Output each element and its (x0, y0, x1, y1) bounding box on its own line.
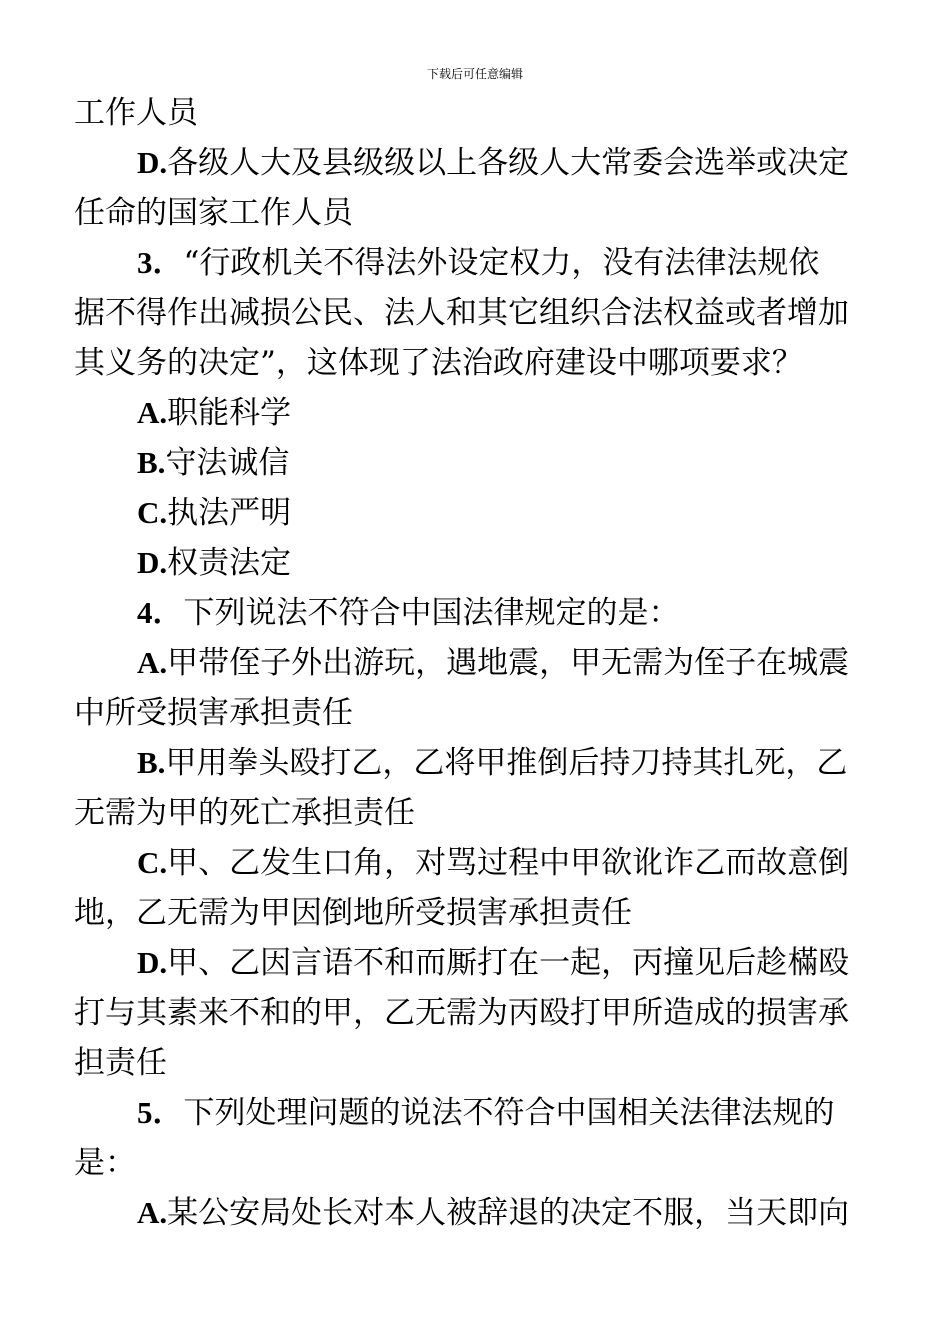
option-label: A. (137, 645, 168, 680)
question-number: 4． (137, 595, 184, 630)
line-text: 其义务的决定”，这体现了法治政府建设中哪项要求？ (74, 345, 803, 381)
line-text: 职能科学 (167, 395, 292, 431)
option-label: D. (137, 945, 168, 980)
line-text: 下列处理问题的说法不符合中国相关法律法规的 (183, 1095, 835, 1131)
option-line (74, 438, 878, 488)
option-line (74, 538, 878, 588)
line-text: 某公安局处长对本人被辞退的决定不服，当天即向 (167, 1195, 850, 1231)
text-line (74, 788, 878, 838)
question-line (74, 1088, 878, 1138)
text-line (74, 988, 878, 1038)
page-header: 下载后可任意编辑 (426, 67, 523, 81)
question-line (74, 588, 878, 638)
question-number: 5． (137, 1095, 184, 1130)
line-text: 守法诚信 (165, 445, 290, 481)
text-line (74, 1038, 878, 1088)
text-line (74, 1138, 878, 1188)
line-text: 是： (74, 1145, 136, 1181)
option-label: C. (137, 495, 168, 530)
line-text: 工作人员 (74, 95, 198, 131)
question-line (74, 238, 878, 288)
option-line (74, 938, 878, 988)
text-line (74, 88, 878, 138)
option-label: C. (137, 845, 168, 880)
option-label: D. (137, 545, 168, 580)
option-line (74, 638, 878, 688)
line-text: 甲用拳头殴打乙，乙将甲推倒后持刀持其扎死，乙 (165, 745, 848, 781)
line-text: 下列说法不符合中国法律规定的是： (183, 595, 680, 631)
text-line (74, 338, 878, 388)
document-body (74, 88, 878, 1238)
text-line (74, 688, 878, 738)
option-label: B. (137, 745, 166, 780)
text-line (74, 288, 878, 338)
line-text: 权责法定 (167, 545, 292, 581)
line-text: 执法严明 (167, 495, 292, 531)
option-line (74, 1188, 878, 1238)
line-text: 据不得作出减损公民、法人和其它组织合法权益或者增加 (74, 295, 849, 331)
option-line (74, 838, 878, 888)
line-text: 地，乙无需为甲因倒地所受损害承担责任 (74, 895, 632, 931)
option-line (74, 738, 878, 788)
option-label: A. (137, 1195, 168, 1230)
line-text: 中所受损害承担责任 (74, 695, 353, 731)
option-line (74, 488, 878, 538)
item-label: D. (137, 145, 168, 180)
line-text: 任命的国家工作人员 (74, 195, 353, 231)
text-line (74, 188, 878, 238)
text-line (74, 888, 878, 938)
line-text: 甲带侄子外出游玩，遇地震，甲无需为侄子在城震 (167, 645, 850, 681)
option-label: A. (137, 395, 168, 430)
option-line (74, 388, 878, 438)
line-text: 打与其素来不和的甲，乙无需为丙殴打甲所造成的损害承 (74, 995, 849, 1031)
option-label: B. (137, 445, 166, 480)
line-text: 甲、乙因言语不和而厮打在一起，丙撞见后趁樠殴 (167, 945, 850, 981)
line-text: 各级人大及县级级以上各级人大常委会选举或决定 (167, 145, 850, 181)
line-text: “行政机关不得法外设定权力，没有法律法规依 (183, 245, 820, 281)
text-line (74, 138, 878, 188)
question-number: 3． (137, 245, 184, 280)
line-text: 甲、乙发生口角，对骂过程中甲欲讹诈乙而故意倒 (167, 845, 850, 881)
line-text: 担责任 (74, 1045, 167, 1081)
line-text: 无需为甲的死亡承担责任 (74, 795, 415, 831)
